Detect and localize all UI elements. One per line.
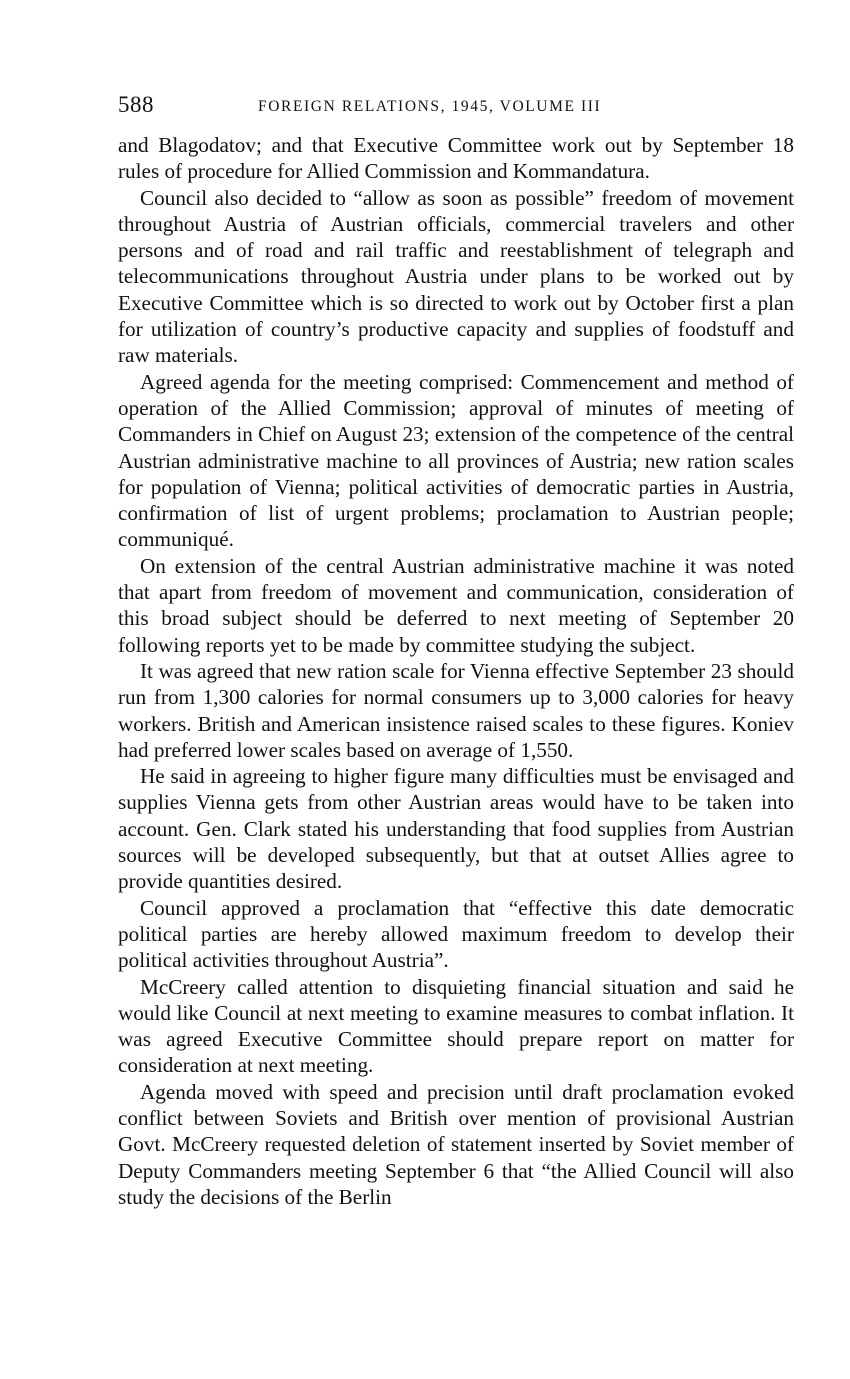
paragraph-6: He said in agreeing to higher figure many difficulties must be envisaged and supplies Vienna gets from other Austrian areas would have to be taken into account. Gen. Clark stated his understanding that food supplies from Austrian sources will be developed subsequently, but that at outset Allies agree to provide quantities desired. (118, 764, 794, 894)
paragraph-9: Agenda moved with speed and precision until draft proclamation evoked conflict between Soviets and British over mention of provisional Austrian Govt. McCreery requested deletion of statement inserted by Soviet member of Deputy Commanders meeting September 6 that “the Allied Council will also study the decisions of the Berlin (118, 1079, 794, 1209)
document-page (118, 92, 794, 1210)
paragraph-8: McCreery called attention to disquieting financial situation and said he would like Council at next meeting to examine measures to combat inflation. It was agreed Executive Committee should prepare report on matter for consideration at next meeting. (118, 974, 794, 1078)
paragraph-4: On extension of the central Austrian administrative machine it was noted that apart from freedom of movement and communication, consideration of this broad subject should be deferred to next meeting of September 20 following reports yet to be made by committee studying the subject. (118, 553, 794, 657)
page-number: 588 (118, 92, 154, 117)
paragraph-2: Council also decided to “allow as soon as possible” freedom of movement throughout Austria of Austrian officials, commercial travelers and other persons and of road and rail traffic and reestablishment of telegraph and telecommunications throughout Austria under plans to be worked out by Executive Committee which is so directed to work out by October first a plan for utilization of country’s productive capacity and supplies of foodstuff and raw materials. (118, 185, 794, 368)
page-header (118, 92, 794, 126)
paragraph-5: It was agreed that new ration scale for Vienna effective September 23 should run from 1,300 calories for normal consumers up to 3,000 calories for heavy workers. British and American insistence raised scales to these figures. Koniev had preferred lower scales based on average of 1,550. (118, 658, 794, 762)
body-text (118, 132, 794, 1210)
paragraph-3: Agreed agenda for the meeting comprised: Commencement and method of operation of the Allied Commission; approval of minutes of meeting of Commanders in Chief on August 23; extension of the competence of the central Austrian administrative machine to all provinces of Austria; new ration scales for population of Vienna; political activities of democratic parties in Austria, confirmation of list of urgent problems; proclamation to Austrian people; communiqué. (118, 369, 794, 552)
paragraph-7: Council approved a proclamation that “effective this date democratic political parties are hereby allowed maximum freedom to develop their political activities throughout Austria”. (118, 895, 794, 973)
running-head: FOREIGN RELATIONS, 1945, VOLUME III (258, 98, 602, 115)
paragraph-1: and Blagodatov; and that Executive Committee work out by September 18 rules of procedure for Allied Commission and Kommandatura. (118, 133, 794, 184)
